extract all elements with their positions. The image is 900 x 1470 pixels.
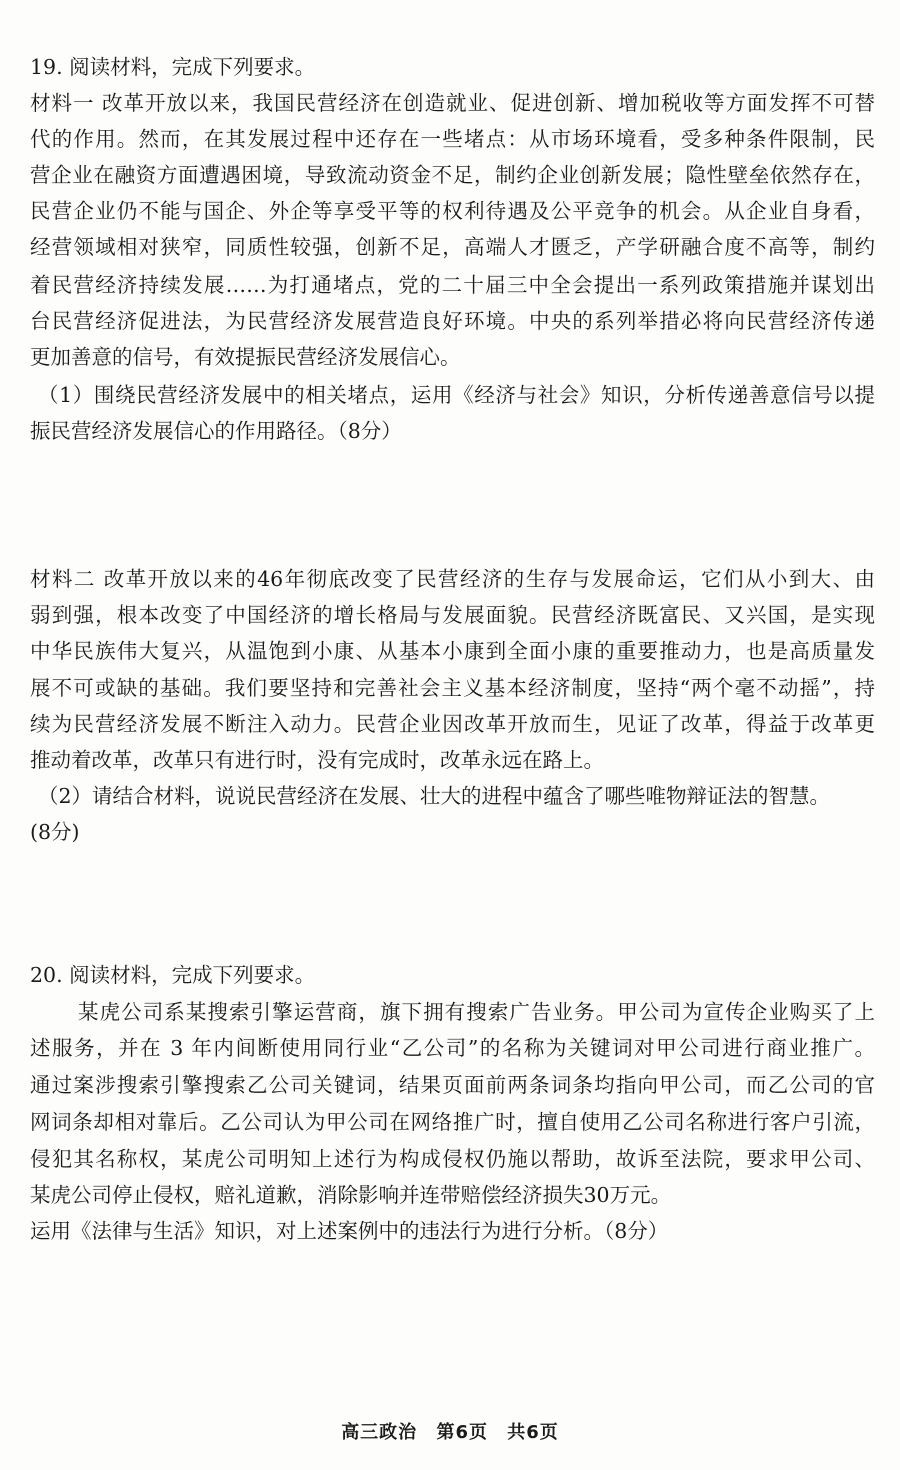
q19-title: 19. 阅读材料，完成下列要求。 <box>30 55 316 79</box>
q19-material2-line: 展不可或缺的基础。我们要坚持和完善社会主义基本经济制度，坚持“两个毫不动摇”，持 <box>30 676 875 700</box>
q19-question1-line: （1）围绕民营经济发展中的相关堵点，运用《经济与社会》知识，分析传递善意信号以提 <box>38 383 875 407</box>
page-footer <box>0 1418 900 1444</box>
q20-title: 20. 阅读材料，完成下列要求。 <box>30 963 316 987</box>
footer-page-number: 第6页 <box>436 1422 488 1443</box>
q19-material1-line: 材料一 改革开放以来，我国民营经济在创造就业、促进创新、增加税收等方面发挥不可替 <box>30 91 875 115</box>
q19-question1-line: 振民营经济发展信心的作用路径。（8分） <box>30 419 402 443</box>
q19-question2-line: （2）请结合材料，说说民营经济在发展、壮大的进程中蕴含了哪些唯物辩证法的智慧。 <box>38 784 831 808</box>
footer-total-pages: 共6页 <box>507 1422 559 1443</box>
q19-question2-line: (8分) <box>30 820 80 844</box>
q19-material1-line: 营企业在融资方面遭遇困境，导致流动资金不足，制约企业创新发展；隐性壁垒依然存在， <box>30 163 875 187</box>
q19-material1-line: 经营领域相对狭窄，同质性较强，创新不足，高端人才匮乏，产学研融合度不高等，制约 <box>30 235 875 259</box>
q19-material1-line: 着民营经济持续发展……为打通堵点，党的二十届三中全会提出一系列政策措施并谋划出 <box>30 273 875 297</box>
q19-material2-line: 材料二 改革开放以来的46年彻底改变了民营经济的生存与发展命运，它们从小到大、由 <box>30 567 875 591</box>
q20-material-line: 述服务，并在 3 年内间断使用同行业“乙公司”的名称为关键词对甲公司进行商业推广。 <box>30 1036 875 1060</box>
q19-material2-line: 续为民营经济发展不断注入动力。民营企业因改革开放而生，见证了改革，得益于改革更 <box>30 712 875 736</box>
q19-material1-line: 代的作用。然而，在其发展过程中还存在一些堵点：从市场环境看，受多种条件限制，民 <box>30 127 875 151</box>
q20-question: 运用《法律与生活》知识，对上述案例中的违法行为进行分析。（8分） <box>30 1219 669 1243</box>
q20-material-line: 侵犯其名称权，某虎公司明知上述行为构成侵权仍施以帮助，故诉至法院，要求甲公司、 <box>30 1147 875 1171</box>
footer-subject: 高三政治 <box>341 1422 418 1443</box>
q20-material-line: 网词条却相对靠后。乙公司认为甲公司在网络推广时，擅自使用乙公司名称进行客户引流， <box>30 1110 875 1134</box>
q20-material-line: 某虎公司系某搜索引擎运营商，旗下拥有搜索广告业务。甲公司为宣传企业购买了上 <box>78 1000 875 1024</box>
q19-material2-line: 中华民族伟大复兴，从温饱到小康、从基本小康到全面小康的重要推动力，也是高质量发 <box>30 639 875 663</box>
q20-material-line: 某虎公司停止侵权，赔礼道歉，消除影响并连带赔偿经济损失30万元。 <box>30 1183 672 1207</box>
q19-material2-line: 推动着改革，改革只有进行时，没有完成时，改革永远在路上。 <box>30 748 604 772</box>
q19-material1-line: 民营企业仍不能与国企、外企等享受平等的权利待遇及公平竞争的机会。从企业自身看， <box>30 199 875 223</box>
q19-material1-line: 台民营经济促进法，为民营经济发展营造良好环境。中央的系列举措必将向民营经济传递 <box>30 309 875 333</box>
q19-material1-line: 更加善意的信号，有效提振民营经济发展信心。 <box>30 345 461 369</box>
q20-material-line: 通过案涉搜索引擎搜索乙公司关键词，结果页面前两条词条均指向甲公司，而乙公司的官 <box>30 1073 875 1097</box>
q19-material2-line: 弱到强，根本改变了中国经济的增长格局与发展面貌。民营经济既富民、又兴国，是实现 <box>30 603 875 627</box>
